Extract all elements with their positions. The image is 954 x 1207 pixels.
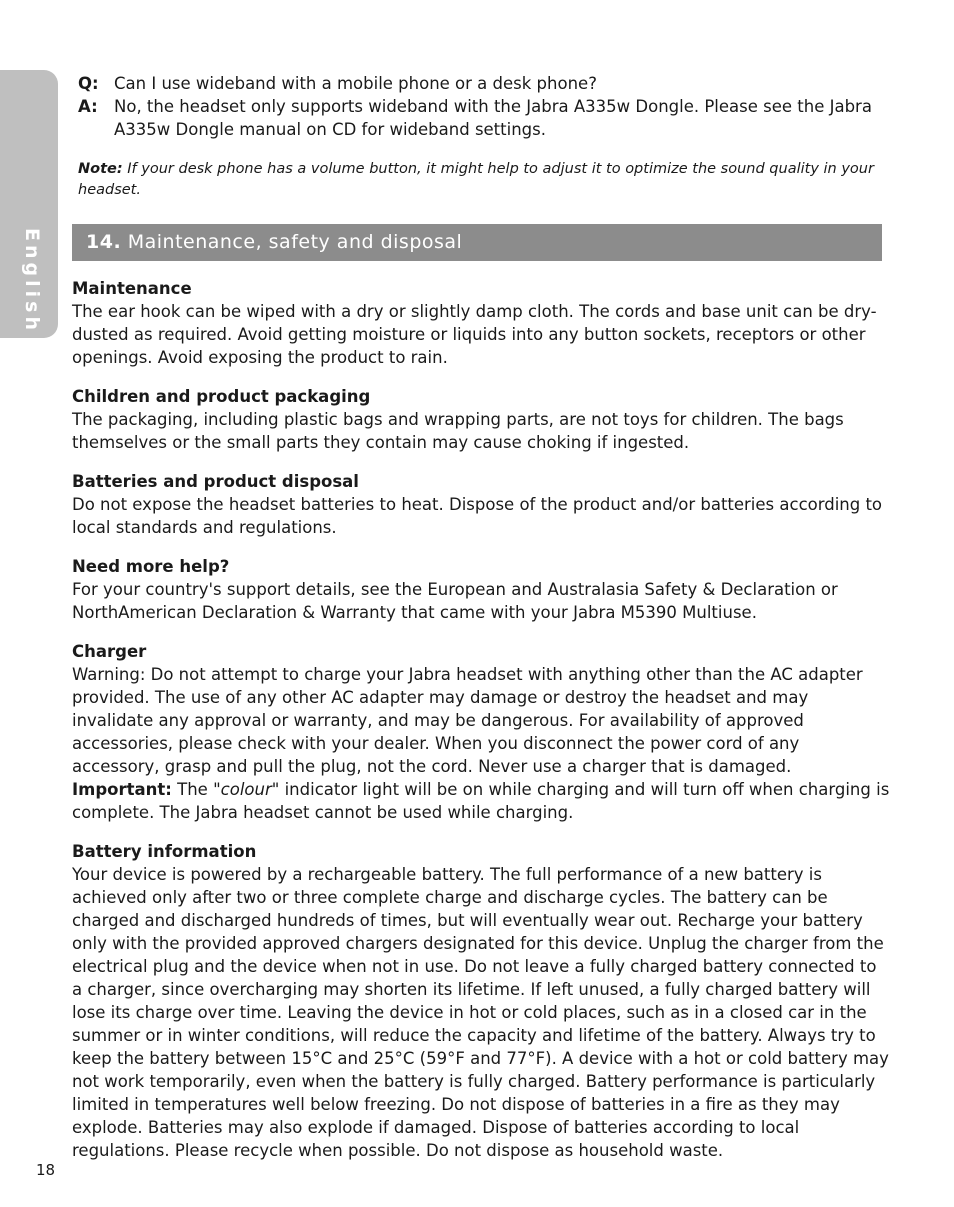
page-number: 18 [36,1161,56,1179]
section-header [72,224,882,261]
batteries-heading: Batteries and product disposal [72,472,359,491]
note [72,159,890,201]
question-row [72,72,890,95]
help-heading: Need more help? [72,557,230,576]
question-key: Q: [78,74,99,93]
note-label: Note: [78,161,123,177]
children-text: The packaging, including plastic bags and wrapping parts, are not toys for children. The bags themselves or the small parts they contain may cause choking if ingested. [72,410,844,452]
note-text: If your desk phone has a volume button, it might help to adjust it to optimize the sound quality in your headset. [78,161,874,198]
language-side-tab [0,70,58,338]
answer-row [72,95,890,141]
answer-key: A: [78,97,98,116]
children-block [72,385,890,454]
charger-text-a: Warning: Do not attempt to charge your Jabra headset with anything other than the AC adapter provided. The use of any other AC adapter may damage or destroy the headset and may invalidate any approval or warranty, and may be dangerous. For availability of approved accessories, please check with your dealer. When you disconnect the power cord of any accessory, grasp and pull the plug, not the cord. Never use a charger that is damaged. [72,665,863,776]
question-text: Can I use wideband with a mobile phone or a desk phone? [114,74,597,93]
answer-text: No, the headset only supports wideband with the Jabra A335w Dongle. Please see the Jabra A335w Dongle manual on CD for wideband settings. [114,97,872,139]
batteries-block [72,470,890,539]
charger-text [72,663,890,824]
maintenance-heading: Maintenance [72,279,192,298]
language-label: English [21,228,43,334]
section-number: 14. [86,231,122,253]
batteries-text: Do not expose the headset batteries to heat. Dispose of the product and/or batteries according to local standards and regulations. [72,495,883,537]
charger-heading: Charger [72,642,147,661]
charger-text-b: The [171,780,214,799]
help-text: For your country's support details, see the European and Australasia Safety & Declaration or NorthAmerican Declaration & Warranty that came with your Jabra M5390 Multiuse. [72,580,838,622]
children-heading: Children and product packaging [72,387,371,406]
battery-info-text: Your device is powered by a rechargeable battery. The full performance of a new battery is achieved only after two or three complete charge and discharge cycles. The battery can be charged and discharged hundreds of times, but will eventually wear out. Recharge your battery only with the provided approved chargers designated for this device. Unplug the charger from the electrical plug and the device when not in use. Do not leave a fully charged battery connected to a charger, since overcharging may shorten its lifetime. If left unused, a fully charged battery will lose its charge over time. Leaving the device in hot or cold places, such as in a closed car in the summer or in winter conditions, will reduce the capacity and lifetime of the battery. Always try to keep the battery between 15°C and 25°C (59°F and 77°F). A device with a hot or cold battery may not work temporarily, even when the battery is fully charged. Battery performance is particularly limited in temperatures well below freezing. Do not dispose of batteries in a fire as they may explode. Batteries may also explode if damaged. Dispose of batteries according to local regulations. Please recycle when possible. Do not dispose as household waste. [72,865,889,1160]
charger-text-c: indicator light will be on while charging and will turn off when charging is complete. The Jabra headset cannot be used while charging. [72,780,890,822]
section-title: Maintenance, safety and disposal [121,231,463,253]
important-label: Important: [72,780,172,799]
maintenance-text: The ear hook can be wiped with a dry or slightly damp cloth. The cords and base unit can be dry-dusted as required. Avoid getting moisture or liquids into any button sockets, receptors or other openings. Avoid exposing the product to rain. [72,302,877,367]
maintenance-block [72,277,890,369]
page-content [72,72,890,1162]
colour-word: "colour" [213,780,280,799]
battery-info-heading: Battery information [72,842,257,861]
charger-block [72,640,890,824]
help-block [72,555,890,624]
battery-info-block [72,840,890,1162]
